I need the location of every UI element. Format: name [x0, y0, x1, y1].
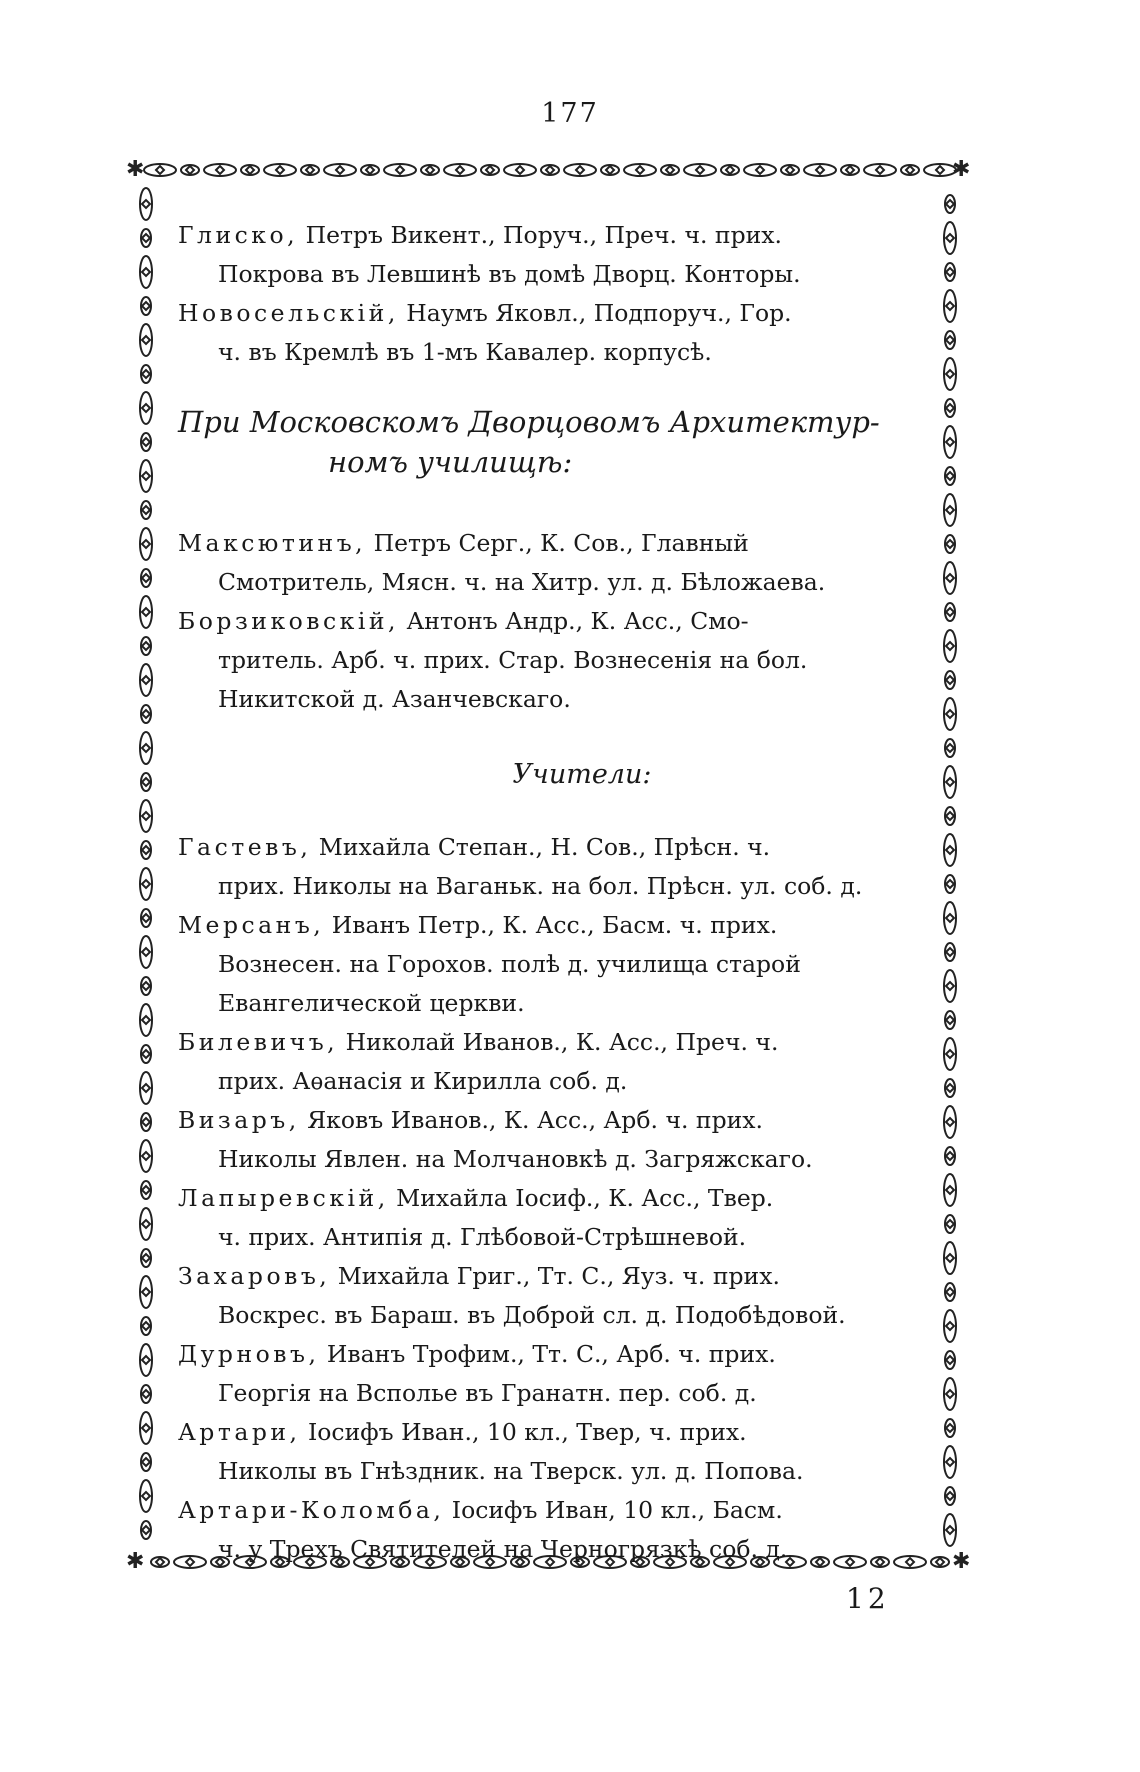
border-diamond — [142, 540, 150, 548]
border-diamond — [142, 744, 150, 752]
border-diamond — [142, 846, 150, 854]
border-diamond — [786, 166, 794, 174]
border-diamond — [142, 268, 150, 276]
entry: Мерсанъ, Иванъ Петр., К. Асс., Басм. ч. прих. Вознесен. на Горохов. полѣ д. училища старой Евангелической церкви. — [178, 911, 801, 1017]
intro-entries — [178, 216, 926, 372]
page-number: 177 — [541, 98, 599, 129]
border-diamond — [142, 1186, 150, 1194]
border-diamond — [486, 166, 494, 174]
border-diamond — [946, 1254, 954, 1262]
border-diamond — [142, 710, 150, 718]
border-diamond — [946, 982, 954, 990]
entry: Захаровъ, Михайла Григ., Тт. С., Яуз. ч. прих. Воскрес. въ Бараш. въ Доброй сл. д. Подобѣдовой. — [178, 1262, 846, 1329]
border-diamond — [142, 676, 150, 684]
border-diamond — [142, 1288, 150, 1296]
corner-star-icon: ✱ — [126, 157, 145, 182]
border-diamond — [142, 506, 150, 514]
border-diamond — [142, 1220, 150, 1228]
border-diamond — [946, 540, 954, 548]
border-diamond — [216, 166, 224, 174]
border-diamond — [142, 1526, 150, 1534]
corner-star-icon: ✱ — [126, 1549, 145, 1574]
border-diamond — [142, 200, 150, 208]
border-diamond — [456, 166, 464, 174]
border-diamond — [946, 1118, 954, 1126]
border-diamond — [516, 166, 524, 174]
border-diamond — [606, 166, 614, 174]
border-diamond — [946, 438, 954, 446]
border-diamond — [142, 438, 150, 446]
border-diamond — [946, 1526, 954, 1534]
border-diamond — [946, 744, 954, 752]
border-diamond — [666, 166, 674, 174]
border-left — [140, 188, 152, 1539]
border-diamond — [946, 302, 954, 310]
border-diamond — [142, 1424, 150, 1432]
border-diamond — [946, 1492, 954, 1500]
border-diamond — [726, 166, 734, 174]
border-diamond — [906, 166, 914, 174]
border-diamond — [876, 166, 884, 174]
border-diamond — [142, 1084, 150, 1092]
border-diamond — [846, 166, 854, 174]
border-diamond — [946, 574, 954, 582]
border-diamond — [946, 1152, 954, 1160]
border-diamond — [142, 642, 150, 650]
border-diamond — [946, 1220, 954, 1228]
entry: Дурновъ, Иванъ Трофим., Тт. С., Арб. ч. прих. Георгія на Всполье въ Гранатн. пер. соб. д. — [178, 1340, 776, 1407]
teachers-list — [178, 828, 926, 1569]
border-diamond — [142, 1458, 150, 1466]
border-diamond — [946, 812, 954, 820]
border-diamond — [142, 1356, 150, 1364]
border-diamond — [946, 778, 954, 786]
teachers-heading: Учители: — [512, 759, 652, 790]
border-diamond — [946, 1186, 954, 1194]
border-diamond — [142, 982, 150, 990]
border-diamond — [142, 234, 150, 242]
border-diamond — [396, 166, 404, 174]
border-right — [944, 195, 956, 1546]
border-diamond — [142, 472, 150, 480]
border-diamond — [306, 166, 314, 174]
border-diamond — [946, 472, 954, 480]
border-diamond — [142, 778, 150, 786]
border-diamond — [946, 914, 954, 922]
border-diamond — [816, 166, 824, 174]
corner-star-icon: ✱ — [952, 1549, 971, 1574]
border-diamond — [156, 166, 164, 174]
border-diamond — [946, 234, 954, 242]
entry: Новосельскій, Наумъ Яковл., Подпоруч., Гор. ч. въ Кремлѣ въ 1-мъ Кавалер. корпусѣ. — [178, 299, 792, 366]
border-diamond — [946, 608, 954, 616]
border-top — [144, 164, 956, 176]
border-diamond — [946, 1016, 954, 1024]
border-diamond — [946, 1050, 954, 1058]
border-diamond — [426, 166, 434, 174]
page-content — [178, 216, 926, 1569]
border-diamond — [946, 1424, 954, 1432]
entry: Артари-Коломба, Іосифъ Иван, 10 кл., Басм. ч. у Трехъ Святителей на Черногрязкѣ соб. д. — [178, 1496, 788, 1563]
border-diamond — [142, 302, 150, 310]
border-diamond — [636, 166, 644, 174]
border-diamond — [546, 166, 554, 174]
border-diamond — [946, 404, 954, 412]
border-diamond — [142, 1254, 150, 1262]
border-diamond — [946, 1084, 954, 1092]
entry: Глиско, Петръ Викент., Поруч., Преч. ч. прих. Покрова въ Левшинѣ въ домѣ Дворц. Конторы. — [178, 221, 801, 288]
border-diamond — [696, 166, 704, 174]
border-diamond — [946, 268, 954, 276]
entry: Гастевъ, Михайла Степан., Н. Сов., Прѣсн. ч. прих. Николы на Ваганьк. на бол. Прѣсн. ул. соб. д. — [178, 833, 863, 900]
border-diamond — [142, 1492, 150, 1500]
border-diamond — [946, 1356, 954, 1364]
border-diamond — [946, 370, 954, 378]
section-heading: При Московскомъ Дворцовомъ Архитектур- номъ училищѣ: — [178, 405, 880, 479]
border-diamond — [336, 166, 344, 174]
entry: Борзиковскій, Антонъ Андр., К. Асс., Смо- тритель. Арб. ч. прих. Стар. Вознесенія на бол. Никитской д. Азанчевскаго. — [178, 607, 808, 713]
border-diamond — [756, 166, 764, 174]
entry: Визаръ, Яковъ Иванов., К. Асс., Арб. ч. прих. Николы Явлен. на Молчановкѣ д. Загряжскаго. — [178, 1106, 813, 1173]
border-diamond — [946, 1390, 954, 1398]
border-diamond — [142, 1118, 150, 1126]
border-diamond — [276, 166, 284, 174]
border-diamond — [142, 1152, 150, 1160]
border-diamond — [142, 608, 150, 616]
border-diamond — [946, 1458, 954, 1466]
border-diamond — [142, 404, 150, 412]
border-diamond — [142, 880, 150, 888]
border-diamond — [946, 1288, 954, 1296]
border-diamond — [936, 166, 944, 174]
border-diamond — [946, 880, 954, 888]
border-diamond — [142, 948, 150, 956]
entry: Билевичъ, Николай Иванов., К. Асс., Преч. ч. прих. Аѳанасія и Кирилла соб. д. — [178, 1028, 779, 1095]
entry: Артари, Іосифъ Иван., 10 кл., Твер, ч. прих. Николы въ Гнѣздник. на Тверск. ул. д. Попова. — [178, 1418, 804, 1485]
border-diamond — [946, 676, 954, 684]
border-diamond — [246, 166, 254, 174]
border-diamond — [946, 1322, 954, 1330]
border-diamond — [366, 166, 374, 174]
border-diamond — [142, 812, 150, 820]
border-diamond — [142, 574, 150, 582]
border-diamond — [936, 1558, 944, 1566]
border-diamond — [142, 336, 150, 344]
border-diamond — [946, 642, 954, 650]
border-diamond — [142, 914, 150, 922]
border-diamond — [142, 370, 150, 378]
border-diamond — [142, 1050, 150, 1058]
border-diamond — [946, 506, 954, 514]
entry: Лапыревскій, Михайла Іосиф., К. Асс., Твер. ч. прих. Антипія д. Глѣбовой-Стрѣшневой. — [178, 1184, 774, 1251]
border-diamond — [576, 166, 584, 174]
corner-star-icon: ✱ — [952, 157, 971, 182]
entry: Максютинъ, Петръ Серг., К. Сов., Главный Смотритель, Мясн. ч. на Хитр. ул. д. Бѣложаева. — [178, 529, 826, 596]
border-diamond — [946, 336, 954, 344]
border-diamond — [156, 1558, 164, 1566]
border-diamond — [142, 1390, 150, 1398]
border-diamond — [142, 1322, 150, 1330]
border-diamond — [142, 1016, 150, 1024]
border-diamond — [186, 166, 194, 174]
border-diamond — [946, 948, 954, 956]
border-diamond — [946, 710, 954, 718]
border-diamond — [946, 200, 954, 208]
signature-mark: 12 — [846, 1582, 890, 1615]
directors-list — [178, 524, 926, 719]
border-diamond — [946, 846, 954, 854]
